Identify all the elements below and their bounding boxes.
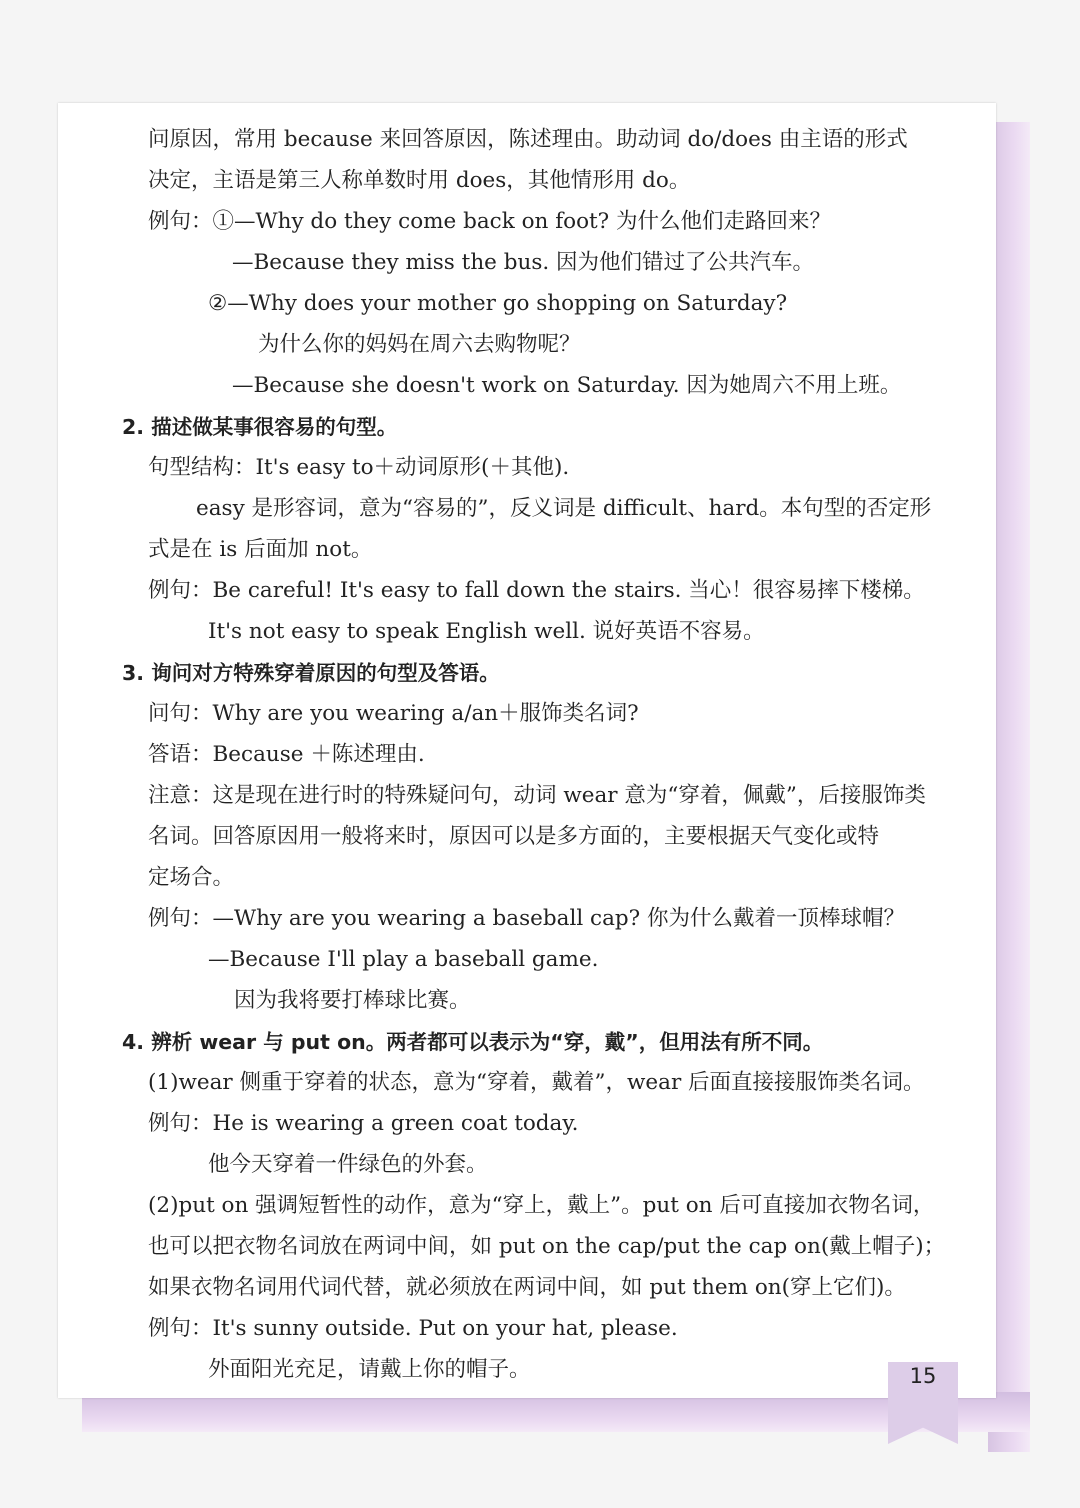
example-line: 外面阳光充足，请戴上你的帽子。 — [208, 1357, 531, 1382]
example-line: 为什么你的妈妈在周六去购物呢？ — [258, 332, 581, 357]
text-line: 如果衣物名词用代词代替，就必须放在两词中间，如 put them on(穿上它们)。 — [148, 1275, 906, 1300]
text-line: 句型结构：It's easy to＋动词原形(＋其他). — [148, 455, 570, 480]
text-line: 答语：Because ＋陈述理由. — [148, 742, 425, 767]
text-line: 决定，主语是第三人称单数时用 does，其他情形用 do。 — [148, 168, 691, 193]
example-line: 例句：He is wearing a green coat today. — [148, 1111, 579, 1136]
example-line: ②—Why does your mother go shopping on Saturday? — [208, 291, 788, 316]
text-line: 注意：这是现在进行时的特殊疑问句，动词 wear 意为“穿着，佩戴”，后接服饰类 — [148, 783, 926, 808]
text-line: 名词。回答原因用一般将来时，原因可以是多方面的，主要根据天气变化或特 — [148, 824, 880, 849]
page-number: 15 — [909, 1364, 937, 1388]
example-line: 例句：①—Why do they come back on foot? 为什么他们走路回来？ — [148, 209, 832, 234]
text-line: 问原因，常用 because 来回答原因，陈述理由。助动词 do/does 由主语的形式 — [148, 127, 908, 152]
example-line: —Because she doesn't work on Saturday. 因为她周六不用上班。 — [232, 373, 902, 398]
example-line: —Because I'll play a baseball game. — [208, 947, 599, 972]
example-line: 他今天穿着一件绿色的外套。 — [208, 1152, 488, 1177]
text-line: 也可以把衣物名词放在两词中间，如 put on the cap/put the cap on(戴上帽子)； — [148, 1234, 946, 1259]
example-line: 因为我将要打棒球比赛。 — [234, 988, 471, 1013]
text-line: (2)put on 强调短暂性的动作，意为“穿上，戴上”。put on 后可直接加衣物名词， — [148, 1193, 935, 1218]
example-line: It's not easy to speak English well. 说好英语不容易。 — [208, 619, 765, 644]
section-heading: 3. 询问对方特殊穿着原因的句型及答语。 — [122, 661, 500, 685]
example-line: 例句：—Why are you wearing a baseball cap? 你为什么戴着一顶棒球帽？ — [148, 906, 906, 931]
text-line: 式是在 is 后面加 not。 — [148, 537, 373, 562]
section-heading: 2. 描述做某事很容易的句型。 — [122, 415, 398, 439]
text-line: (1)wear 侧重于穿着的状态，意为“穿着，戴着”，wear 后面直接接服饰类名词。 — [148, 1070, 925, 1095]
page-shadow-bottom — [82, 1392, 1030, 1432]
example-line: —Because they miss the bus. 因为他们错过了公共汽车。 — [232, 250, 815, 275]
section-heading: 4. 辨析 wear 与 put on。两者都可以表示为“穿，戴”，但用法有所不同。 — [122, 1030, 824, 1054]
text-line: 问句：Why are you wearing a/an＋服饰类名词? — [148, 701, 639, 726]
text-line: easy 是形容词，意为“容易的”，反义词是 difficult、hard。本句型的否定形 — [196, 496, 932, 521]
example-line: 例句：It's sunny outside. Put on your hat, please. — [148, 1316, 678, 1341]
example-line: 例句：Be careful! It's easy to fall down the stairs. 当心！很容易摔下楼梯。 — [148, 578, 925, 603]
text-line: 定场合。 — [148, 865, 235, 890]
